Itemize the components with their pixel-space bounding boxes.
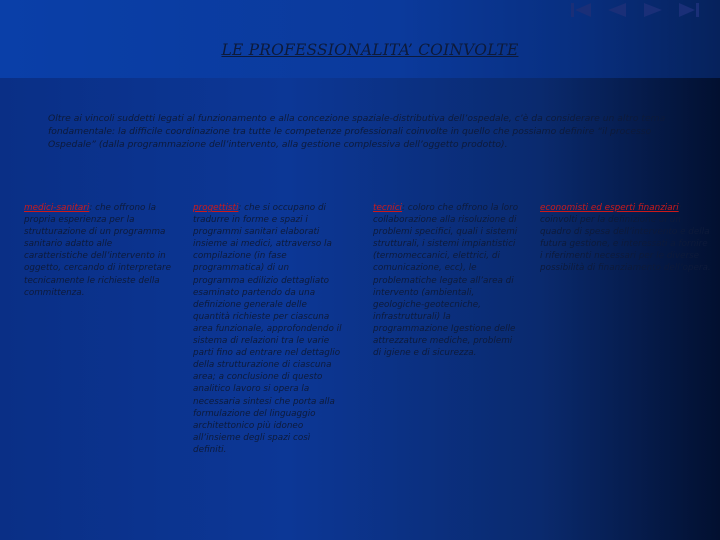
skip-to-start-icon [570, 2, 592, 18]
column-text-tecnici: : coloro che offrono la loro collaborazione alla risoluzione di problemi specifici, quali i sistemi strutturali, i sistemi impiantistici (termomeccanici, elettrici, di comunicazione, ecc), le problematiche legate all’area di intervento (ambientali, geologiche-geotecniche, infrastrutturali) la programmazione Igestione delle attrezzature mediche, problemi di igiene e di sicurezza. [373, 203, 519, 359]
column-medici-sanitari [24, 202, 176, 299]
column-text-economisti: : coinvolti per la definizione di un quadro di spesa dell’intervento e della futura gestione, e interessati a fornire i riferimenti necessari per le diverse possibilità di finanziamento dell’opera. [540, 203, 711, 274]
column-text-medici: : che offrono la propria esperienza per la strutturazione di un programma sanitario adatto alle caratteristiche dell’intervento in oggetto, cercando di interpretare tecnicamente le richieste della committenza. [24, 203, 172, 298]
column-text-progettisti: : che si occupano di tradurre in forme e spazi i programmi sanitari elaborati insieme ai medici, attraverso la compilazione (in fase programmatica) di un programma edilizio dettagliato esaminato partendo da una definizione generale delle quantità richieste per ciascuna area funzionale, approfondendo il sistema di relazioni tra le varie parti fino ad entrare nel dettaglio della strutturazione di ciascuna area; a conclusione di questo analitico lavoro si opera la necessaria sintesi che porta alla formulazione del linguaggio architettonico più idoneo all’insieme degli spazi così definiti. [193, 203, 342, 455]
column-lead-medici[interactable]: medici-sanitari [24, 203, 90, 213]
skip-to-end-icon [678, 2, 700, 18]
column-progettisti [193, 202, 343, 456]
column-economisti [540, 202, 712, 275]
last-slide-button[interactable] [676, 0, 702, 20]
previous-icon [606, 2, 628, 18]
first-slide-button[interactable] [568, 0, 594, 20]
intro-paragraph: Oltre ai vincoli suddetti legati al funzionamento e alla concezione spaziale-distributiva dell’ospedale, c’è da considerare un altro tema fondamentale: la difficile coordinazione tra tutte le competenze professionali coinvolte in quello che possiamo definire “il processo Ospedale” (dalla programmazione dell’intervento, alla gestione complessiva dell’oggetto prodotto). [48, 113, 666, 150]
column-tecnici [373, 202, 523, 359]
previous-slide-button[interactable] [604, 0, 630, 20]
slide-navigation [568, 0, 702, 20]
column-lead-economisti[interactable]: economisti ed esperti finanziari [540, 203, 679, 213]
slide-title: LE PROFESSIONALITA’ COINVOLTE [221, 41, 519, 59]
column-lead-progettisti[interactable]: progettisti [193, 203, 239, 213]
next-slide-button[interactable] [640, 0, 666, 20]
next-icon [642, 2, 664, 18]
column-lead-tecnici[interactable]: tecnici [373, 203, 402, 213]
